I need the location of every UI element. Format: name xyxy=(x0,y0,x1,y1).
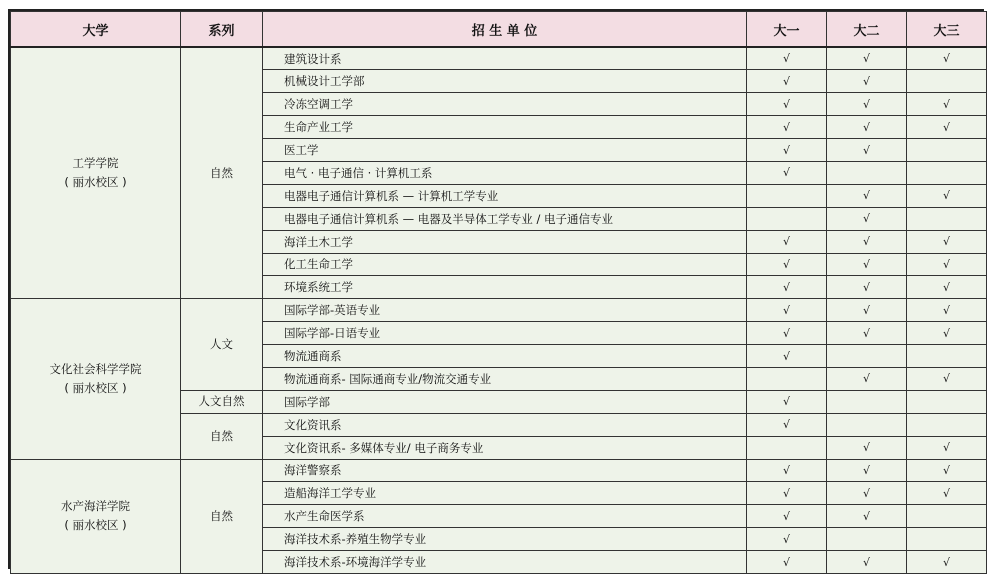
year-3-check-cell xyxy=(907,345,987,368)
header-year-1: 大一 xyxy=(747,12,827,48)
department-cell: 化工生命工学 xyxy=(263,253,747,276)
year-1-check-cell: √ xyxy=(747,551,827,574)
year-2-check-cell: √ xyxy=(827,139,907,162)
year-1-check-cell: √ xyxy=(747,276,827,299)
year-2-check-cell: √ xyxy=(827,551,907,574)
year-2-check-cell xyxy=(827,161,907,184)
table-row xyxy=(11,47,987,70)
department-cell: 海洋警察系 xyxy=(263,459,747,482)
header-year-2: 大二 xyxy=(827,12,907,48)
year-1-check-cell: √ xyxy=(747,116,827,139)
year-1-check-cell: √ xyxy=(747,230,827,253)
year-3-check-cell: √ xyxy=(907,322,987,345)
year-3-check-cell xyxy=(907,528,987,551)
year-2-check-cell: √ xyxy=(827,436,907,459)
university-campus: ( 丽水校区 ) xyxy=(64,518,127,533)
year-3-check-cell: √ xyxy=(907,299,987,322)
year-1-check-cell: √ xyxy=(747,322,827,345)
department-cell: 文化资讯系 xyxy=(263,413,747,436)
year-3-check-cell xyxy=(907,413,987,436)
header-university: 大学 xyxy=(11,12,181,48)
department-cell: 物流通商系- 国际通商专业/物流交通专业 xyxy=(263,367,747,390)
year-2-check-cell: √ xyxy=(827,505,907,528)
year-3-check-cell xyxy=(907,390,987,413)
university-cell xyxy=(11,459,181,573)
year-2-check-cell xyxy=(827,345,907,368)
year-1-check-cell: √ xyxy=(747,345,827,368)
department-cell: 医工学 xyxy=(263,139,747,162)
year-1-check-cell: √ xyxy=(747,93,827,116)
series-cell: 人文 xyxy=(181,299,263,391)
department-cell: 海洋技术系-环境海洋学专业 xyxy=(263,551,747,574)
year-2-check-cell xyxy=(827,413,907,436)
year-1-check-cell: √ xyxy=(747,47,827,70)
department-cell: 造船海洋工学专业 xyxy=(263,482,747,505)
department-cell: 建筑设计系 xyxy=(263,47,747,70)
department-cell: 冷冻空调工学 xyxy=(263,93,747,116)
year-2-check-cell: √ xyxy=(827,207,907,230)
year-2-check-cell: √ xyxy=(827,276,907,299)
department-cell: 机械设计工学部 xyxy=(263,70,747,93)
university-cell xyxy=(11,47,181,299)
year-1-check-cell: √ xyxy=(747,482,827,505)
year-3-check-cell: √ xyxy=(907,93,987,116)
table-body xyxy=(11,47,987,573)
year-3-check-cell: √ xyxy=(907,459,987,482)
year-1-check-cell: √ xyxy=(747,139,827,162)
year-1-check-cell xyxy=(747,184,827,207)
university-name: 水产海洋学院 xyxy=(61,499,130,514)
year-3-check-cell xyxy=(907,161,987,184)
year-1-check-cell xyxy=(747,367,827,390)
admission-table xyxy=(10,11,987,574)
university-name: 工学学院 xyxy=(72,156,119,171)
year-1-check-cell: √ xyxy=(747,390,827,413)
university-campus: ( 丽水校区 ) xyxy=(64,380,127,395)
series-cell: 自然 xyxy=(181,47,263,299)
year-2-check-cell: √ xyxy=(827,459,907,482)
year-2-check-cell: √ xyxy=(827,322,907,345)
header-series: 系列 xyxy=(181,12,263,48)
year-1-check-cell: √ xyxy=(747,299,827,322)
year-3-check-cell: √ xyxy=(907,116,987,139)
admission-table-frame xyxy=(8,9,984,569)
year-1-check-cell: √ xyxy=(747,528,827,551)
year-2-check-cell: √ xyxy=(827,299,907,322)
department-cell: 环境系统工学 xyxy=(263,276,747,299)
header-unit: 招 生 单 位 xyxy=(263,12,747,48)
year-2-check-cell xyxy=(827,390,907,413)
series-cell: 自然 xyxy=(181,459,263,573)
university-cell xyxy=(11,299,181,459)
university-campus: ( 丽水校区 ) xyxy=(64,175,127,190)
year-3-check-cell xyxy=(907,70,987,93)
year-3-check-cell xyxy=(907,505,987,528)
year-3-check-cell: √ xyxy=(907,367,987,390)
year-2-check-cell: √ xyxy=(827,93,907,116)
year-2-check-cell: √ xyxy=(827,47,907,70)
year-3-check-cell xyxy=(907,139,987,162)
department-cell: 国际学部 xyxy=(263,390,747,413)
year-2-check-cell: √ xyxy=(827,367,907,390)
table-row xyxy=(11,299,987,322)
department-cell: 国际学部-英语专业 xyxy=(263,299,747,322)
year-1-check-cell: √ xyxy=(747,161,827,184)
year-1-check-cell: √ xyxy=(747,70,827,93)
department-cell: 电气 · 电子通信 · 计算机工系 xyxy=(263,161,747,184)
table-row xyxy=(11,459,987,482)
table-header xyxy=(11,12,987,48)
year-2-check-cell: √ xyxy=(827,253,907,276)
year-1-check-cell: √ xyxy=(747,459,827,482)
year-1-check-cell: √ xyxy=(747,253,827,276)
department-cell: 海洋土木工学 xyxy=(263,230,747,253)
department-cell: 生命产业工学 xyxy=(263,116,747,139)
year-3-check-cell: √ xyxy=(907,551,987,574)
year-1-check-cell: √ xyxy=(747,505,827,528)
year-3-check-cell: √ xyxy=(907,253,987,276)
year-3-check-cell xyxy=(907,207,987,230)
department-cell: 国际学部-日语专业 xyxy=(263,322,747,345)
university-name: 文化社会科学学院 xyxy=(49,361,142,376)
series-cell: 人文自然 xyxy=(181,390,263,413)
year-2-check-cell xyxy=(827,528,907,551)
department-cell: 物流通商系 xyxy=(263,345,747,368)
department-cell: 文化资讯系- 多媒体专业/ 电子商务专业 xyxy=(263,436,747,459)
year-3-check-cell: √ xyxy=(907,276,987,299)
department-cell: 电器电子通信计算机系 — 电器及半导体工学专业 / 电子通信专业 xyxy=(263,207,747,230)
year-3-check-cell: √ xyxy=(907,184,987,207)
year-2-check-cell: √ xyxy=(827,482,907,505)
year-2-check-cell: √ xyxy=(827,70,907,93)
department-cell: 电器电子通信计算机系 — 计算机工学专业 xyxy=(263,184,747,207)
year-1-check-cell: √ xyxy=(747,413,827,436)
year-2-check-cell: √ xyxy=(827,184,907,207)
department-cell: 海洋技术系-养殖生物学专业 xyxy=(263,528,747,551)
department-cell: 水产生命医学系 xyxy=(263,505,747,528)
year-3-check-cell: √ xyxy=(907,47,987,70)
year-1-check-cell xyxy=(747,436,827,459)
year-3-check-cell: √ xyxy=(907,436,987,459)
year-2-check-cell: √ xyxy=(827,230,907,253)
series-cell: 自然 xyxy=(181,413,263,459)
year-2-check-cell: √ xyxy=(827,116,907,139)
year-3-check-cell: √ xyxy=(907,482,987,505)
year-1-check-cell xyxy=(747,207,827,230)
header-year-3: 大三 xyxy=(907,12,987,48)
year-3-check-cell: √ xyxy=(907,230,987,253)
